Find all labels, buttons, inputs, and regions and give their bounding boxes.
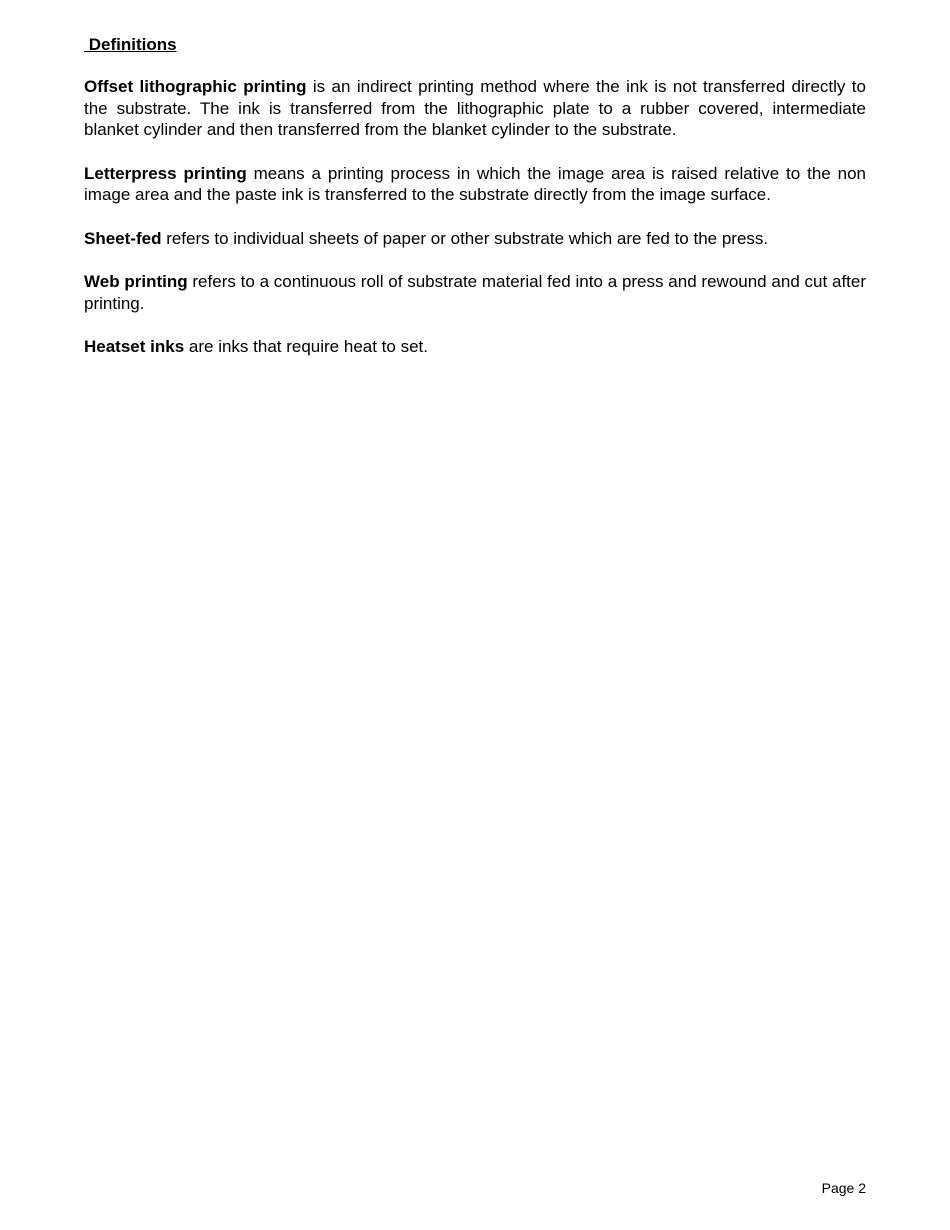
definition-term: Offset lithographic printing (84, 77, 307, 96)
section-heading: Definitions (84, 35, 177, 54)
definition-text: is an indirect printing method where the ink is not transferred directly to the substrate. The ink is transferred from the lithographic plate to a rubber covered, intermediate blanket cylinder and then transferred from the blanket cylinder to the substrate. (84, 77, 866, 139)
definition-term: Web printing (84, 272, 188, 291)
definition-text: means a printing process in which the image area is raised relative to the non image area and the paste ink is transferred to the substrate directly from the image surface. (84, 163, 866, 204)
definition-term: Letterpress printing (84, 163, 247, 183)
definition-text: refers to individual sheets of paper or other substrate which are fed to the press. (161, 228, 769, 248)
definition-text: refers to a continuous roll of substrate material fed into a press and rewound and cut after printing. (84, 272, 867, 313)
definition-letterpress (84, 163, 866, 206)
definition-term: Heatset inks (84, 337, 185, 356)
definition-offset-lithographic (84, 76, 866, 141)
definition-text: are inks that require heat to set. (184, 337, 428, 356)
definition-web-printing (84, 271, 866, 314)
document-page (84, 34, 866, 380)
page-number: Page 2 (821, 1180, 866, 1196)
definition-term: Sheet-fed (84, 228, 162, 248)
definition-sheet-fed (84, 228, 866, 250)
definition-heatset-inks (84, 336, 866, 358)
